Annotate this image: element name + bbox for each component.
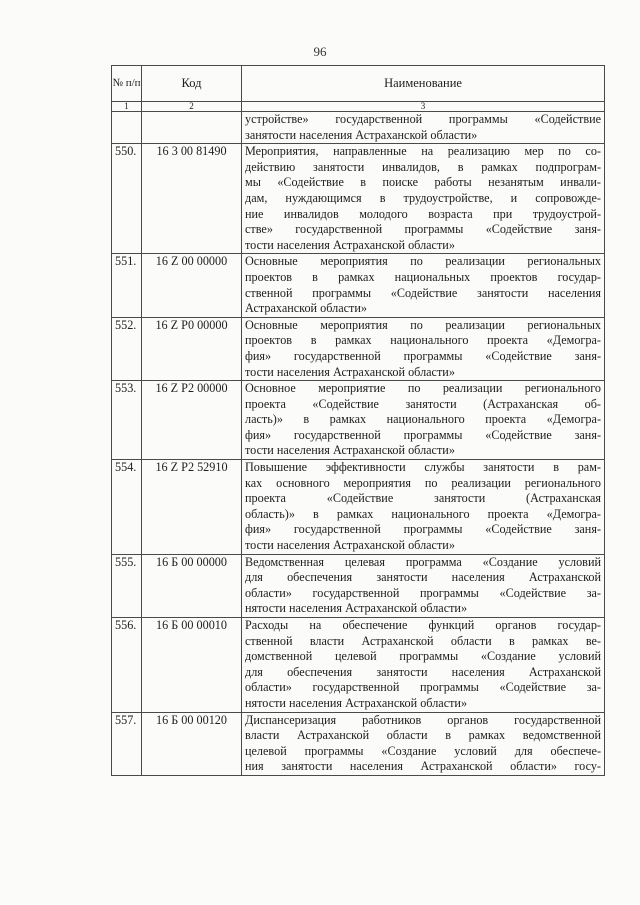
- row-name: [242, 618, 605, 713]
- name-line: дам, нуждающимся в трудоустройстве, и сопровожде-: [245, 190, 601, 205]
- table-row: [112, 144, 605, 254]
- page-number: 96: [313, 44, 327, 59]
- name-line: стве» государственной программы «Содействие заня-: [245, 222, 601, 237]
- row-name: [242, 460, 605, 555]
- name-line: области» государственной программы «Содействие за-: [245, 585, 601, 600]
- column-index: 2: [142, 102, 242, 112]
- name-line: для обеспечения занятости населения Астраханской: [245, 664, 601, 679]
- header-code: Код: [142, 66, 242, 102]
- column-index: 3: [242, 102, 605, 112]
- table-body: [112, 112, 605, 776]
- row-name: [242, 254, 605, 317]
- row-code: 16 Z P2 00000: [142, 381, 242, 460]
- name-line: проектов в рамках национальных проектов государ-: [245, 269, 601, 284]
- table-row: [112, 317, 605, 380]
- name-line: проекта «Содействие занятости (Астраханская: [245, 491, 601, 506]
- name-line: область)» в рамках национального проекта «Демогра-: [245, 506, 601, 521]
- budget-code-table: [111, 65, 605, 776]
- row-number: [112, 112, 142, 144]
- name-line: мы «Содействие в поиске работы незанятым инвали-: [245, 175, 601, 190]
- name-line: целевой программы «Создание условий для обеспече-: [245, 743, 601, 758]
- row-code: [142, 112, 242, 144]
- name-line: Повышение эффективности службы занятости в рам-: [245, 460, 601, 475]
- row-code: 16 Б 00 00010: [142, 618, 242, 713]
- table-row: [112, 112, 605, 144]
- name-line: для обеспечения занятости населения Астраханской: [245, 570, 601, 585]
- row-number: 550.: [112, 144, 142, 254]
- row-number: 556.: [112, 618, 142, 713]
- name-line: ственной программы «Содействие занятости населения: [245, 285, 601, 300]
- column-index: 1: [112, 102, 142, 112]
- name-line: Основное мероприятие по реализации регионального: [245, 381, 601, 396]
- name-line: домственной целевой программы «Создание условий: [245, 649, 601, 664]
- name-line: тости населения Астраханской области»: [245, 538, 455, 553]
- row-name: [242, 554, 605, 617]
- row-name: [242, 144, 605, 254]
- name-line: ние инвалидов молодого возраста при трудоустрой-: [245, 206, 601, 221]
- table-header: [112, 66, 605, 112]
- name-line: фия» государственной программы «Содействие заня-: [245, 427, 601, 442]
- name-line: нятости населения Астраханской области»: [245, 601, 468, 616]
- row-name: [242, 112, 605, 144]
- name-line: ласть)» в рамках национального проекта «Демогра-: [245, 412, 601, 427]
- row-code: 16 Z P0 00000: [142, 317, 242, 380]
- name-line: тости населения Астраханской области»: [245, 237, 455, 252]
- row-number: 557.: [112, 712, 142, 775]
- name-line: действию занятости инвалидов, в рамках подпрограм-: [245, 159, 601, 174]
- name-line: фия» государственной программы «Содействие заня-: [245, 522, 601, 537]
- header-name: Наименование: [242, 66, 605, 102]
- table-row: [112, 554, 605, 617]
- row-code: 16 3 00 81490: [142, 144, 242, 254]
- name-line: тости населения Астраханской области»: [245, 443, 455, 458]
- name-line: Расходы на обеспечение функций органов государ-: [245, 618, 601, 632]
- name-line: Основные мероприятия по реализации региональных: [245, 317, 601, 332]
- name-line: фия» государственной программы «Содействие заня-: [245, 348, 601, 363]
- table-row: [112, 381, 605, 460]
- row-code: 16 Z 00 00000: [142, 254, 242, 317]
- column-index-row: [112, 102, 605, 112]
- row-number: 551.: [112, 254, 142, 317]
- name-line: Астраханской области»: [245, 301, 367, 316]
- row-number: 555.: [112, 554, 142, 617]
- row-name: [242, 712, 605, 775]
- name-line: проектов в рамках национального проекта «Демогра-: [245, 333, 601, 348]
- row-code: 16 Б 00 00120: [142, 712, 242, 775]
- row-number: 553.: [112, 381, 142, 460]
- name-line: Ведомственная целевая программа «Создание условий: [245, 554, 601, 569]
- name-line: Мероприятия, направленные на реализацию мер по со-: [245, 144, 601, 159]
- name-line: проекта «Содействие занятости (Астраханская об-: [245, 396, 601, 411]
- header-number: № п/п: [112, 66, 142, 102]
- name-line: ках основного мероприятия по реализации регионального: [245, 475, 601, 490]
- row-code: 16 Б 00 00000: [142, 554, 242, 617]
- name-line: Диспансеризация работников органов государственной: [245, 712, 601, 727]
- table-row: [112, 460, 605, 555]
- row-name: [242, 317, 605, 380]
- row-number: 554.: [112, 460, 142, 555]
- table-row: [112, 618, 605, 713]
- name-line: устройстве» государственной программы «Содействие: [245, 112, 601, 126]
- name-line: тости населения Астраханской области»: [245, 364, 455, 379]
- name-line: власти Астраханской области в рамках ведомственной: [245, 728, 601, 743]
- name-line: области» государственной программы «Содействие за-: [245, 680, 601, 695]
- name-line: ственной власти Астраханской области в рамках ве-: [245, 633, 601, 648]
- name-line: нятости населения Астраханской области»: [245, 695, 468, 710]
- name-line: ния занятости населения Астраханской области» госу-: [245, 759, 601, 774]
- name-line: Основные мероприятия по реализации региональных: [245, 254, 601, 269]
- row-code: 16 Z P2 52910: [142, 460, 242, 555]
- name-line: занятости населения Астраханской области»: [245, 127, 478, 142]
- table-row: [112, 254, 605, 317]
- row-name: [242, 381, 605, 460]
- row-number: 552.: [112, 317, 142, 380]
- table-row: [112, 712, 605, 775]
